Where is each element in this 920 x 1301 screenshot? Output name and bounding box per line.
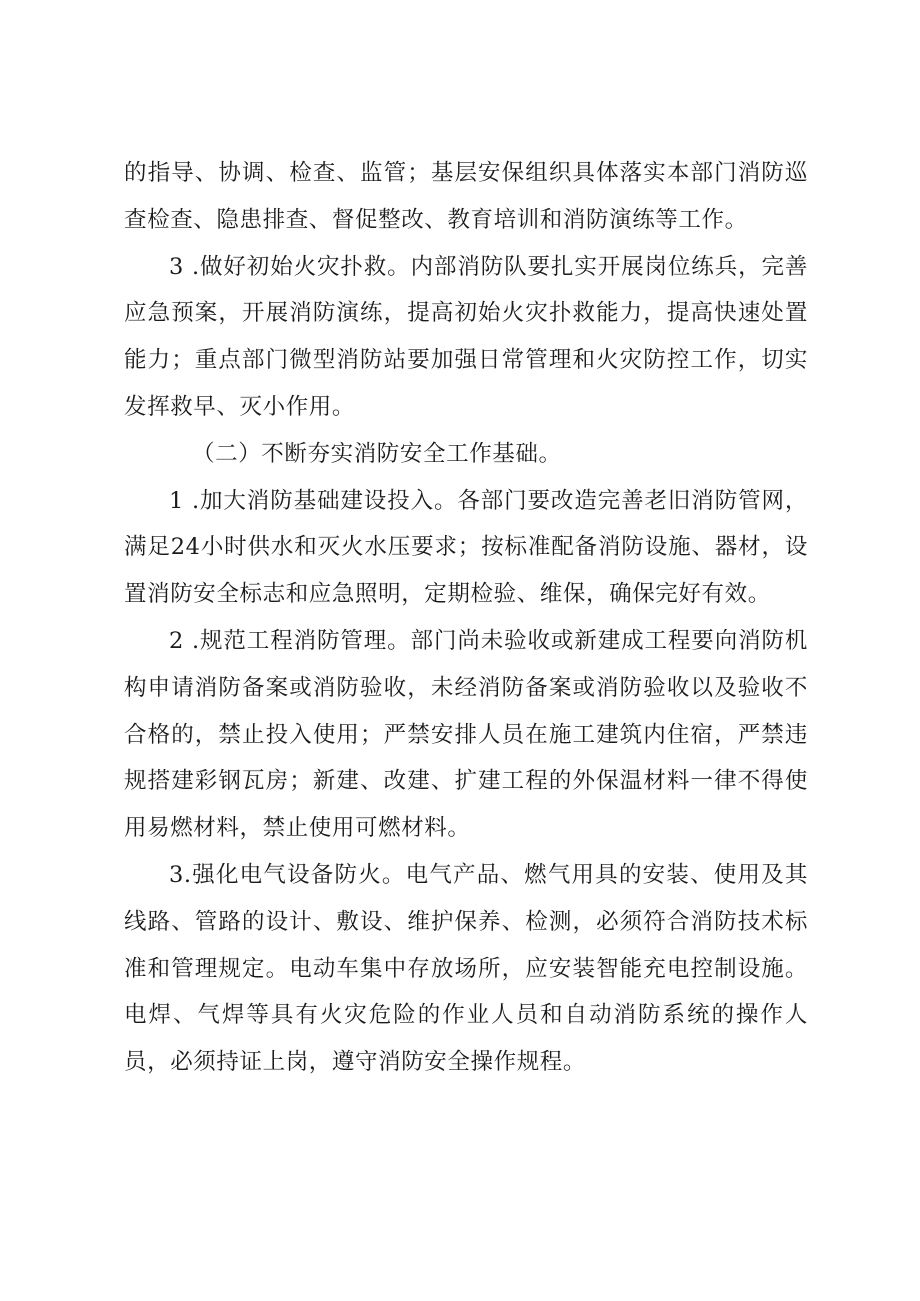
document-body (124, 150, 808, 1086)
paragraph-item-3-electrical: 3.强化电气设备防火。电气产品、燃气用具的安装、使用及其线路、管路的设计、敷设、维护保养、检测，必须符合消防技术标准和管理规定。电动车集中存放场所，应安装智能充电控制设施。电焊、气焊等具有火灾危险的作业人员和自动消防系统的操作人员，必须持证上岗，遵守消防安全操作规程。 (124, 861, 808, 1076)
paragraph-item-1-infrastructure: 1 .加大消防基础建设投入。各部门要改造完善老旧消防管网，满足24小时供水和灭火水压要求；按标准配备消防设施、器材，设置消防安全标志和应急照明，定期检验、维保，确保完好有效。 (124, 487, 808, 608)
paragraph-continuation: 的指导、协调、检查、监管；基层安保组织具体落实本部门消防巡查检查、隐患排查、督促整改、教育培训和消防演练等工作。 (124, 160, 808, 233)
section-heading: （二）不断夯实消防安全工作基础。 (192, 440, 562, 467)
paragraph-item-3-initial-fire: 3 .做好初始火灾扑救。内部消防队要扎实开展岗位练兵，完善应急预案，开展消防演练，提高初始火灾扑救能力，提高快速处置能力；重点部门微型消防站要加强日常管理和火灾防控工作，切实发挥救早、灭小作用。 (124, 253, 808, 420)
paragraph-item-2-engineering: 2 .规范工程消防管理。部门尚未验收或新建成工程要向消防机构申请消防备案或消防验收，未经消防备案或消防验收以及验收不合格的，禁止投入使用；严禁安排人员在施工建筑内住宿，严禁违规搭建彩钢瓦房；新建、改建、扩建工程的外保温材料一律不得使用易燃材料，禁止使用可燃材料。 (124, 627, 808, 842)
